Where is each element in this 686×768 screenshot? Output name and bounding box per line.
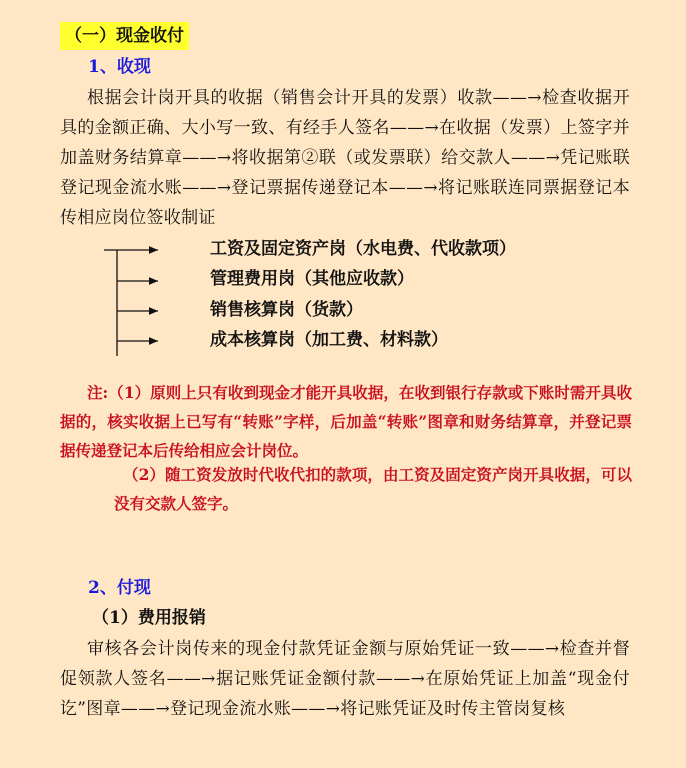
section-title: （一）现金收付 bbox=[60, 22, 189, 50]
receive-paragraph: 根据会计岗开具的收据（销售会计开具的发票）收款——→检查收据开具的金额正确、大小写一致、有经手人签名——→在收据（发票）上签字并加盖财务结算章——→将收据第②联（或发票联）给交款人——→凭记账联登记现金流水账——→登记票据传递登记本——→将记账联连同票据登记本传相应岗位签收制证 bbox=[60, 88, 630, 228]
branch-label: 成本核算岗（加工费、材料款） bbox=[210, 330, 448, 350]
pay-heading: 2、付现 bbox=[88, 578, 151, 598]
branch-label: 工资及固定资产岗（水电费、代收款项） bbox=[210, 239, 516, 259]
branch-label: 管理费用岗（其他应收款） bbox=[210, 269, 414, 289]
pay-paragraph: 审核各会计岗传来的现金付款凭证金额与原始凭证一致——→检查并督促领款人签名——→据记账凭证金额付款——→在原始凭证上加盖“现金付讫”图章——→登记现金流水账——→将记账凭证及时传主管岗复核 bbox=[60, 639, 630, 719]
note-two: （2）随工资发放时代收代扣的款项，由工资及固定资产岗开具收据，可以没有交款人签字。 bbox=[114, 465, 632, 513]
note-one: 注:（1）原则上只有收到现金才能开具收据，在收到银行存款或下账时需开具收据的，核实收据上已写有“转账”字样，后加盖“转账”图章和财务结算章，并登记票据传递登记本后传给相应会计岗位。 bbox=[60, 383, 632, 460]
branch-label: 销售核算岗（货款） bbox=[210, 300, 363, 320]
receive-heading: 1、收现 bbox=[88, 57, 151, 77]
expense-reimbursement-heading: （1）费用报销 bbox=[92, 608, 206, 628]
